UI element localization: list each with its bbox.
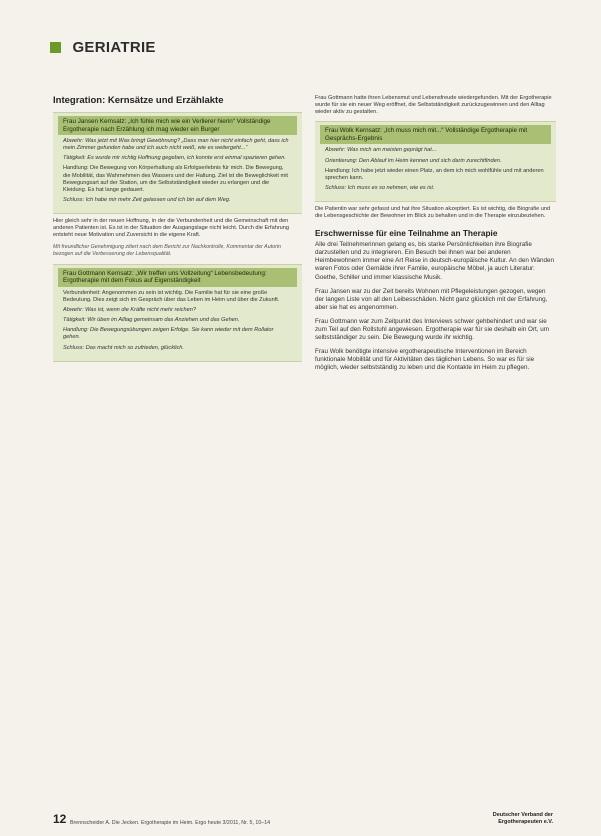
case-box-jansen	[53, 112, 302, 214]
case-line: Handlung: Die Bewegungsübungen zeigen Erfolge. Sie kann wieder mit dem Rollator gehen.	[63, 327, 274, 341]
case-line: Handlung: Die Bewegung von Körperhaltung als Erfolgserlebnis für mich. Die Bewegung, die Mobilität, das Wahrnehmen des Wassers und der Haltung. Ziel ist die Beweglichkeit mit Bewegungsart auf der Station, um die Selbstständigkeit wieder zu erlangen und die Kleidung. Es hat lange gedauert.	[63, 165, 288, 193]
case-box-head: Frau Gottmann Kernsatz: „Wir treffen uns Vollzeitung“ Lebensbedeutung: Ergotherapie mit dem Fokus auf Eigenständigkeit	[58, 268, 297, 287]
body-paragraph: Alle drei Teilnehmerinnen gelang es, bis starke Persönlichkeiten ihre Biografie darzustellen und zu integrieren. Ein Besuch bei ihnen war bei anderen Heimbewohnern immer eine Art Reise in deutsch-europäische Kultur. An den Wänden waren Fotos oder Gemälde ihrer Familie, europäische Möbel, ja auch Literatur: Goethe, Schiller und immer klassische Musik.	[315, 241, 555, 281]
case-line: Abwehr: Was jetzt mit Was bringt Gewöhnung? „Dass man hier nicht einfach geht, dass ich mein Zimmer gefunden habe und ich auch nicht weiß, wie es weitergeht...“	[63, 138, 289, 152]
section-label	[50, 39, 156, 56]
case-box-head: Frau Jansen Kernsatz: „Ich fühle mich wie ein Verlierer hierin“ Vollständige Ergotherapie nach Erzählung ich mag wieder ein Burger	[58, 116, 297, 135]
case-line: Abwehr: Was ist, wenn die Kräfte nicht mehr reichen?	[63, 307, 196, 314]
right-column	[315, 95, 556, 378]
page-footer	[53, 812, 573, 831]
body-paragraph: Frau Gottmann war zum Zeitpunkt des Interviews schwer gehbehindert und war sie zum Teil auf den Rollstuhl angewiesen. Ergotherapie war für sie deshalb ein Ort, um selbstständiger zu sein. Die Bewegung wurde ihr wichtig.	[315, 317, 550, 342]
section-title: GERIATRIE	[72, 39, 156, 56]
footnote: Mit freundlicher Genehmigung zitiert nach dem Bericht zur Nachkontrolle, Kommentar der Autorin bezogen auf die Verbesserung der Lebensqualität.	[53, 244, 281, 258]
association-line: Ergotherapeuten e.V.	[498, 819, 553, 825]
body-paragraph: Frau Gottmann hatte ihren Lebensmut und Lebensfreude wiedergefunden. Mit der Ergotherapie wurde für sie ein neuer Weg eröffnet, die Selbstständigkeit zurückzugewinnen und den Alltag wieder aktiv zu gestalten.	[315, 95, 552, 116]
case-box-body	[320, 144, 551, 197]
case-line: Tätigkeit: Wir üben im Alltag gemeinsam das Anziehen und das Gehen.	[63, 317, 240, 324]
body-paragraph: Die Patientin war sehr gefasst und hat ihre Situation akzeptiert. Es ist wichtig, die Biografie und die Lebensgeschichte der Bewohner im Blick zu behalten und in die Therapie einzubeziehen.	[315, 205, 551, 220]
page-number: 12	[53, 812, 67, 826]
article-heading: Integration: Kernsätze und Erzählakte	[53, 95, 224, 106]
case-line: Schluss: Ich muss es so nehmen, wie es ist.	[325, 184, 435, 191]
case-box-gottmann	[53, 264, 302, 362]
case-box-wolk	[315, 121, 556, 202]
body-paragraph: Hier gleich sehr in der neuen Hoffnung, in der die Verbundenheit und die Gemeinschaft mit den anderen Patienten ist. Es ist in der Situation der Ausgangslage nicht leicht. Durch die Erfahrung entsteht neue Motivation und Zuversicht in die eigene Kraft.	[53, 217, 290, 239]
case-line: Orientierung: Den Ablauf im Heim kennen und sich darin zurechtfinden.	[325, 157, 502, 164]
section-square-icon	[50, 42, 61, 53]
case-line: Verbundenheit: Angenommen zu sein ist wichtig. Die Familie hat für sie eine große Bedeutung. Dies zeigt sich im Gespräch über das Leben im Heim und über die Zukunft.	[63, 290, 280, 304]
case-line: Schluss: Ich habe mir mehr Zeit gelassen und ich bin auf dem Weg.	[63, 196, 231, 203]
case-line: Tätigkeit: Es wurde mir richtig Hoffnung gegeben, ich konnte erst einmal spazieren gehen.	[63, 155, 286, 162]
association-label	[493, 812, 553, 826]
body-paragraph: Frau Wolk benötigte intensive ergotherapeutische Interventionen im Bereich funktionale Mobilität und für Aktivitäten des täglichen Lebens. So war es für sie möglich, wieder selbstständig zu leben und die Kontakte im Heim zu pflegen.	[315, 348, 535, 372]
case-box-body	[58, 135, 297, 210]
case-line: Abwehr: Was mich am meisten geprägt hat...	[325, 147, 437, 154]
subheading: Erschwernisse für eine Teilnahme an Therapie	[315, 228, 498, 239]
association-line: Deutscher Verband der	[492, 812, 553, 818]
case-box-head: Frau Wolk Kernsatz: „Ich muss mich mit...“ Vollständige Ergotherapie mit Gesprächs-Ergebnis	[320, 125, 551, 144]
case-box-body	[58, 287, 297, 358]
journal-citation: Brennscheider A. Die Jecken. Ergotherapie im Heim. Ergo heute 3/2011, Nr. 5, 10–14	[70, 820, 271, 826]
left-column	[53, 95, 302, 366]
body-paragraph: Frau Jansen war zu der Zeit bereits Wohnen mit Pflegeleistungen gezogen, wegen der langen Liste von all den Leibesschäden. Nicht ganz glücklich mit der Erfahrung, aber sie hat es angenommen.	[315, 287, 548, 311]
case-line: Schluss: Das macht mich so zufrieden, glücklich.	[63, 344, 184, 351]
case-line: Handlung: Ich habe jetzt wieder einen Platz, an dem ich mich wohlfühle und mit anderen sprechen kann.	[325, 167, 544, 181]
